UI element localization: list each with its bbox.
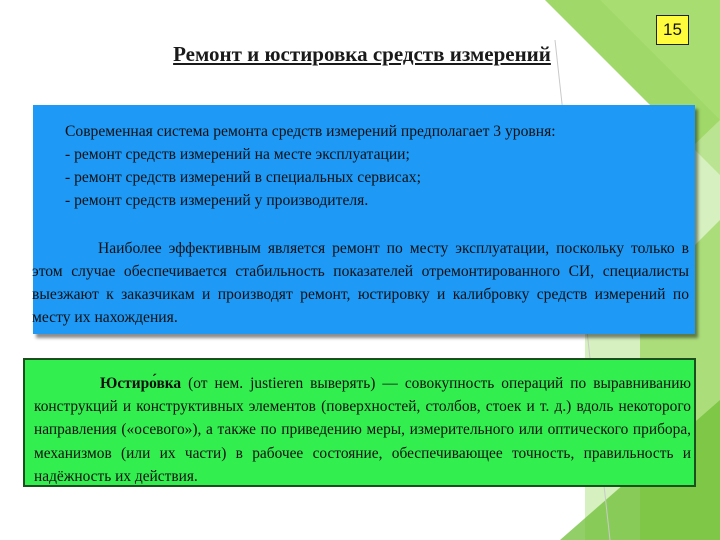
slide-title: Ремонт и юстировка средств измерений (173, 42, 551, 66)
adjustment-definition (34, 372, 691, 488)
repair-levels-list (65, 120, 556, 212)
list-item: - ремонт средств измерений у производителя. (65, 192, 369, 209)
on-site-repair-paragraph (32, 237, 689, 329)
slide-number: 15 (656, 15, 689, 45)
definition-term: Юстиро́вка (100, 375, 182, 392)
paragraph-text: Наиболее эффективным является ремонт по месту эксплуатации, поскольку только в этом случае обеспечивается стабильность показателей отремонтированного СИ, специалисты выезжают к заказчикам и производят ремонт, юстировку и калибровку средств измерений по месту их нахождения. (32, 240, 689, 326)
list-item: - ремонт средств измерений на месте эксплуатации; (65, 146, 410, 163)
definition-text: (от нем. justieren выверять) — совокупность операций по выравниванию конструкций и конструктивных элементов (поверхностей, столбов, стоек и т. д.) вдоль некоторого направления («осевого»), а также по приведению меры, измерительного или оптического прибора, механизмов (или их части) в рабочее состояние, обеспечивающее точность, правильность и надёжность их действия. (34, 375, 691, 485)
blue-info-box (33, 105, 695, 334)
list-item: - ремонт средств измерений в специальных сервисах; (65, 169, 421, 186)
list-item: Современная система ремонта средств измерений предполагает 3 уровня: (65, 123, 556, 140)
green-definition-box (23, 358, 696, 487)
